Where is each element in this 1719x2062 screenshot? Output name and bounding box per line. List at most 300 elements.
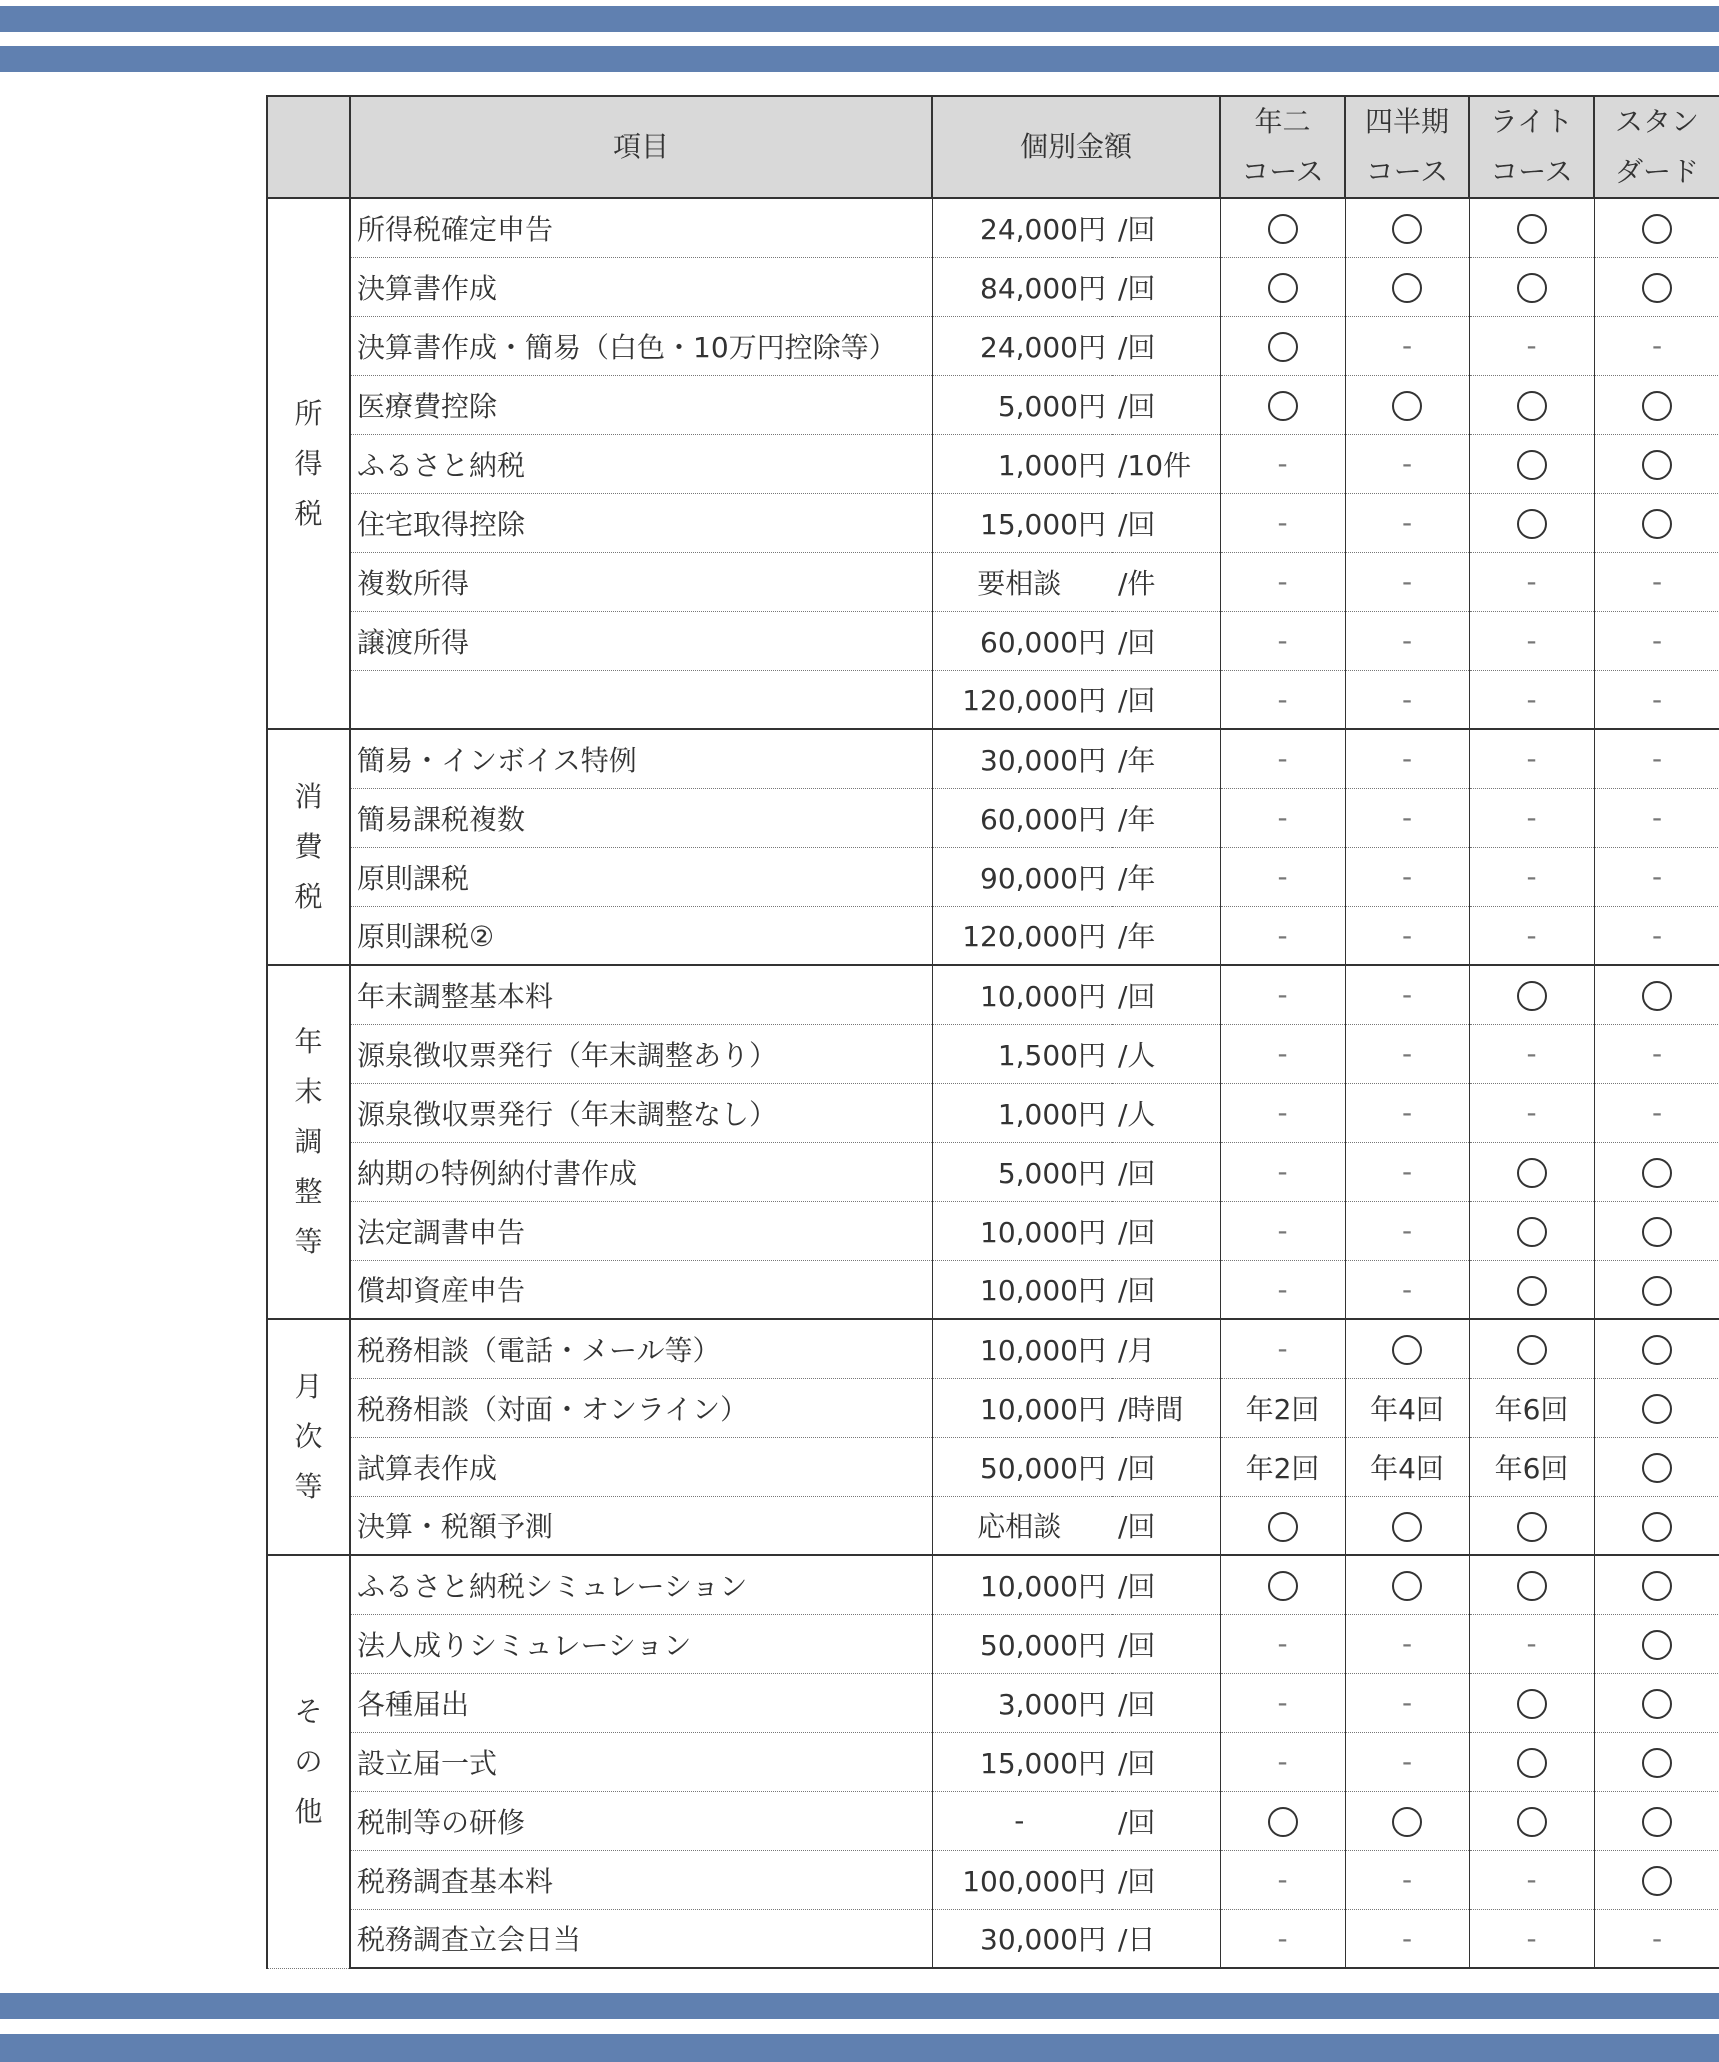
plan-included-cell	[1469, 965, 1594, 1024]
circle-icon	[1517, 1512, 1547, 1542]
item-unit: /年	[1112, 788, 1220, 847]
header-plan-1: 四半期 コース	[1345, 96, 1469, 198]
header-plan-3: スタン ダード	[1594, 96, 1719, 198]
circle-icon	[1517, 509, 1547, 539]
circle-icon	[1517, 273, 1547, 303]
top-band-2	[0, 46, 1719, 72]
item-name: ふるさと納税シミュレーション	[350, 1555, 932, 1614]
plan-included-cell	[1220, 1791, 1345, 1850]
circle-icon	[1517, 981, 1547, 1011]
item-unit: /年	[1112, 906, 1220, 965]
circle-icon	[1392, 391, 1422, 421]
item-unit: /回	[1112, 1673, 1220, 1732]
table-row	[267, 198, 1719, 257]
item-amount: 10,000円	[932, 1555, 1112, 1614]
item-amount: 24,000円	[932, 198, 1112, 257]
circle-icon	[1642, 981, 1672, 1011]
item-name: 原則課税②	[350, 906, 932, 965]
circle-icon	[1642, 1453, 1672, 1483]
table-row	[267, 1024, 1719, 1083]
item-name: 簡易課税複数	[350, 788, 932, 847]
plan-cell: -	[1345, 1024, 1469, 1083]
circle-icon	[1517, 1335, 1547, 1365]
plan-cell: -	[1345, 1614, 1469, 1673]
item-amount: 10,000円	[932, 1260, 1112, 1319]
table-row	[267, 316, 1719, 375]
table-row	[267, 1909, 1719, 1968]
plan-cell: -	[1220, 1673, 1345, 1732]
table-row	[267, 1673, 1719, 1732]
circle-icon	[1642, 391, 1672, 421]
plan-cell: -	[1220, 847, 1345, 906]
plan-cell: -	[1220, 1909, 1345, 1968]
circle-icon	[1642, 214, 1672, 244]
category-cell: 月 次 等	[267, 1319, 350, 1555]
plan-cell: -	[1345, 493, 1469, 552]
plan-cell: -	[1345, 1909, 1469, 1968]
circle-icon	[1392, 1335, 1422, 1365]
circle-icon	[1642, 450, 1672, 480]
header-plan-2: ライト コース	[1469, 96, 1594, 198]
plan-included-cell	[1469, 1201, 1594, 1260]
circle-icon	[1642, 1571, 1672, 1601]
circle-icon	[1268, 273, 1298, 303]
plan-included-cell	[1345, 375, 1469, 434]
item-name: 試算表作成	[350, 1437, 932, 1496]
plan-included-cell	[1594, 1496, 1719, 1555]
plan-cell: -	[1220, 1614, 1345, 1673]
circle-icon	[1268, 1512, 1298, 1542]
plan-included-cell	[1220, 198, 1345, 257]
plan-cell: -	[1469, 1909, 1594, 1968]
item-name: 源泉徴収票発行（年末調整なし）	[350, 1083, 932, 1142]
circle-icon	[1642, 509, 1672, 539]
plan-cell: 年4回	[1345, 1437, 1469, 1496]
item-name: 納期の特例納付書作成	[350, 1142, 932, 1201]
item-name: 源泉徴収票発行（年末調整あり）	[350, 1024, 932, 1083]
bottom-band-2	[0, 2034, 1719, 2062]
item-amount: 3,000円	[932, 1673, 1112, 1732]
plan-included-cell	[1469, 257, 1594, 316]
circle-icon	[1642, 1689, 1672, 1719]
table-row	[267, 434, 1719, 493]
plan-cell: -	[1469, 788, 1594, 847]
item-unit: /回	[1112, 611, 1220, 670]
plan-included-cell	[1345, 1496, 1469, 1555]
table-row	[267, 1791, 1719, 1850]
circle-icon	[1268, 1807, 1298, 1837]
table-row	[267, 788, 1719, 847]
plan-included-cell	[1594, 1614, 1719, 1673]
plan-cell: -	[1594, 611, 1719, 670]
item-amount: 5,000円	[932, 375, 1112, 434]
plan-included-cell	[1594, 965, 1719, 1024]
bottom-band-1	[0, 1993, 1719, 2019]
plan-included-cell	[1594, 1142, 1719, 1201]
plan-included-cell	[1220, 1555, 1345, 1614]
item-name: 複数所得	[350, 552, 932, 611]
item-name: 設立届一式	[350, 1732, 932, 1791]
circle-icon	[1517, 1807, 1547, 1837]
circle-icon	[1392, 214, 1422, 244]
circle-icon	[1642, 273, 1672, 303]
item-name: 決算書作成・簡易（白色・10万円控除等）	[350, 316, 932, 375]
plan-included-cell	[1594, 198, 1719, 257]
plan-included-cell	[1469, 1732, 1594, 1791]
plan-cell: 年4回	[1345, 1378, 1469, 1437]
item-unit: /年	[1112, 847, 1220, 906]
top-band-1	[0, 6, 1719, 32]
plan-cell: -	[1220, 1732, 1345, 1791]
circle-icon	[1642, 1276, 1672, 1306]
plan-included-cell	[1594, 1673, 1719, 1732]
plan-cell: -	[1594, 670, 1719, 729]
circle-icon	[1268, 391, 1298, 421]
circle-icon	[1517, 1158, 1547, 1188]
circle-icon	[1517, 1748, 1547, 1778]
item-unit: /時間	[1112, 1378, 1220, 1437]
plan-included-cell	[1469, 493, 1594, 552]
plan-cell: -	[1594, 906, 1719, 965]
item-name: 所得税確定申告	[350, 198, 932, 257]
circle-icon	[1268, 1571, 1298, 1601]
plan-cell: -	[1469, 1614, 1594, 1673]
table-row	[267, 670, 1719, 729]
table-row	[267, 1732, 1719, 1791]
plan-included-cell	[1469, 1555, 1594, 1614]
plan-cell: -	[1220, 729, 1345, 788]
plan-cell: -	[1469, 1850, 1594, 1909]
item-amount: 24,000円	[932, 316, 1112, 375]
plan-cell: -	[1345, 1850, 1469, 1909]
header-price: 個別金額	[932, 96, 1220, 198]
plan-included-cell	[1220, 316, 1345, 375]
plan-cell: -	[1469, 611, 1594, 670]
plan-included-cell	[1345, 1319, 1469, 1378]
plan-cell: -	[1594, 729, 1719, 788]
item-amount: 50,000円	[932, 1614, 1112, 1673]
plan-cell: -	[1220, 965, 1345, 1024]
plan-included-cell	[1469, 1673, 1594, 1732]
plan-cell: -	[1594, 1083, 1719, 1142]
plan-cell: -	[1345, 847, 1469, 906]
item-name: 決算書作成	[350, 257, 932, 316]
item-amount: 120,000円	[932, 906, 1112, 965]
circle-icon	[1517, 214, 1547, 244]
plan-cell: -	[1345, 1260, 1469, 1319]
item-unit: /件	[1112, 552, 1220, 611]
circle-icon	[1392, 273, 1422, 303]
header-row	[267, 96, 1719, 198]
item-amount: 1,000円	[932, 434, 1112, 493]
table-row	[267, 965, 1719, 1024]
circle-icon	[1268, 214, 1298, 244]
plan-cell: -	[1345, 906, 1469, 965]
plan-cell: -	[1345, 729, 1469, 788]
category-cell: 所 得 税	[267, 198, 350, 729]
plan-included-cell	[1469, 1791, 1594, 1850]
circle-icon	[1517, 1689, 1547, 1719]
item-unit: /回	[1112, 1496, 1220, 1555]
item-name: 償却資産申告	[350, 1260, 932, 1319]
table-row	[267, 1319, 1719, 1378]
circle-icon	[1392, 1807, 1422, 1837]
plan-cell: -	[1345, 434, 1469, 493]
item-amount: 10,000円	[932, 1201, 1112, 1260]
plan-included-cell	[1594, 434, 1719, 493]
item-amount: -	[932, 1791, 1112, 1850]
circle-icon	[1642, 1217, 1672, 1247]
header-plan-0: 年二 コース	[1220, 96, 1345, 198]
plan-cell: -	[1594, 1024, 1719, 1083]
plan-cell: -	[1469, 729, 1594, 788]
plan-included-cell	[1469, 1260, 1594, 1319]
item-name: 原則課税	[350, 847, 932, 906]
table-row	[267, 847, 1719, 906]
item-amount: 要相談	[932, 552, 1112, 611]
plan-included-cell	[1220, 257, 1345, 316]
plan-cell: -	[1220, 1850, 1345, 1909]
plan-cell: 年2回	[1220, 1378, 1345, 1437]
item-amount: 10,000円	[932, 1378, 1112, 1437]
item-unit: /回	[1112, 1260, 1220, 1319]
plan-cell: -	[1594, 552, 1719, 611]
plan-cell: -	[1220, 788, 1345, 847]
item-unit: /回	[1112, 198, 1220, 257]
plan-included-cell	[1469, 198, 1594, 257]
item-unit: /回	[1112, 670, 1220, 729]
circle-icon	[1642, 1158, 1672, 1188]
item-unit: /回	[1112, 257, 1220, 316]
table-body	[267, 198, 1719, 1968]
table-row	[267, 729, 1719, 788]
table-row	[267, 906, 1719, 965]
table-row	[267, 1614, 1719, 1673]
item-name: 税制等の研修	[350, 1791, 932, 1850]
plan-cell: -	[1469, 906, 1594, 965]
table-row	[267, 1142, 1719, 1201]
circle-icon	[1642, 1866, 1672, 1896]
plan-cell: -	[1594, 316, 1719, 375]
table-row	[267, 1496, 1719, 1555]
item-amount: 10,000円	[932, 1319, 1112, 1378]
plan-cell: -	[1345, 1083, 1469, 1142]
circle-icon	[1517, 1571, 1547, 1601]
item-name: 法人成りシミュレーション	[350, 1614, 932, 1673]
table-row	[267, 552, 1719, 611]
item-amount: 15,000円	[932, 1732, 1112, 1791]
item-amount: 30,000円	[932, 729, 1112, 788]
item-unit: /回	[1112, 1732, 1220, 1791]
plan-included-cell	[1594, 1791, 1719, 1850]
table-row	[267, 1437, 1719, 1496]
plan-cell: -	[1345, 788, 1469, 847]
item-amount: 60,000円	[932, 788, 1112, 847]
circle-icon	[1392, 1571, 1422, 1601]
plan-included-cell	[1594, 1732, 1719, 1791]
plan-cell: -	[1345, 316, 1469, 375]
plan-cell: -	[1345, 965, 1469, 1024]
plan-included-cell	[1594, 257, 1719, 316]
plan-included-cell	[1469, 1319, 1594, 1378]
table-row	[267, 1201, 1719, 1260]
plan-included-cell	[1220, 1496, 1345, 1555]
item-name: 税務相談（電話・メール等）	[350, 1319, 932, 1378]
category-cell: 消 費 税	[267, 729, 350, 965]
item-amount: 120,000円	[932, 670, 1112, 729]
item-unit: /回	[1112, 1555, 1220, 1614]
plan-cell: -	[1220, 1024, 1345, 1083]
item-unit: /回	[1112, 1142, 1220, 1201]
circle-icon	[1517, 391, 1547, 421]
plan-included-cell	[1345, 198, 1469, 257]
plan-cell: 年6回	[1469, 1437, 1594, 1496]
plan-included-cell	[1469, 375, 1594, 434]
item-name	[350, 670, 932, 729]
plan-included-cell	[1345, 257, 1469, 316]
plan-cell: -	[1220, 1260, 1345, 1319]
item-unit: /回	[1112, 965, 1220, 1024]
plan-included-cell	[1469, 1496, 1594, 1555]
item-unit: /回	[1112, 375, 1220, 434]
item-name: 法定調書申告	[350, 1201, 932, 1260]
category-cell: そ の 他	[267, 1555, 350, 1968]
plan-cell: -	[1345, 1732, 1469, 1791]
item-amount: 84,000円	[932, 257, 1112, 316]
item-unit: /回	[1112, 1437, 1220, 1496]
plan-cell: -	[1220, 1201, 1345, 1260]
plan-cell: -	[1594, 1909, 1719, 1968]
item-unit: /回	[1112, 1201, 1220, 1260]
circle-icon	[1517, 450, 1547, 480]
plan-cell: -	[1345, 552, 1469, 611]
item-unit: /月	[1112, 1319, 1220, 1378]
item-name: 住宅取得控除	[350, 493, 932, 552]
plan-cell: -	[1345, 1673, 1469, 1732]
plan-cell: -	[1220, 906, 1345, 965]
plan-cell: -	[1220, 611, 1345, 670]
item-name: 医療費控除	[350, 375, 932, 434]
header-item: 項目	[350, 96, 932, 198]
plan-included-cell	[1594, 1201, 1719, 1260]
plan-cell: -	[1345, 611, 1469, 670]
plan-cell: -	[1469, 552, 1594, 611]
item-amount: 1,500円	[932, 1024, 1112, 1083]
item-amount: 60,000円	[932, 611, 1112, 670]
plan-cell: -	[1469, 1083, 1594, 1142]
item-amount: 90,000円	[932, 847, 1112, 906]
plan-cell: -	[1594, 847, 1719, 906]
plan-cell: -	[1220, 552, 1345, 611]
item-unit: /日	[1112, 1909, 1220, 1968]
plan-cell: 年6回	[1469, 1378, 1594, 1437]
header-category	[267, 96, 350, 198]
item-amount: 応相談	[932, 1496, 1112, 1555]
plan-included-cell	[1469, 1142, 1594, 1201]
item-unit: /回	[1112, 1850, 1220, 1909]
plan-included-cell	[1345, 1555, 1469, 1614]
item-name: 簡易・インボイス特例	[350, 729, 932, 788]
price-table	[266, 95, 1719, 1969]
plan-included-cell	[1594, 1260, 1719, 1319]
plan-cell: 年2回	[1220, 1437, 1345, 1496]
item-unit: /回	[1112, 1614, 1220, 1673]
circle-icon	[1392, 1512, 1422, 1542]
circle-icon	[1642, 1512, 1672, 1542]
table-row	[267, 1850, 1719, 1909]
table-row	[267, 1083, 1719, 1142]
item-unit: /回	[1112, 1791, 1220, 1850]
item-unit: /年	[1112, 729, 1220, 788]
item-unit: /回	[1112, 316, 1220, 375]
circle-icon	[1268, 332, 1298, 362]
table-row	[267, 375, 1719, 434]
item-name: ふるさと納税	[350, 434, 932, 493]
circle-icon	[1517, 1276, 1547, 1306]
plan-included-cell	[1220, 375, 1345, 434]
item-amount: 1,000円	[932, 1083, 1112, 1142]
plan-included-cell	[1594, 1437, 1719, 1496]
item-unit: /人	[1112, 1083, 1220, 1142]
table-row	[267, 1378, 1719, 1437]
item-unit: /10件	[1112, 434, 1220, 493]
item-unit: /回	[1112, 493, 1220, 552]
item-amount: 10,000円	[932, 965, 1112, 1024]
plan-cell: -	[1345, 1142, 1469, 1201]
plan-cell: -	[1594, 788, 1719, 847]
item-name: 年末調整基本料	[350, 965, 932, 1024]
plan-cell: -	[1469, 316, 1594, 375]
plan-cell: -	[1345, 1201, 1469, 1260]
item-amount: 50,000円	[932, 1437, 1112, 1496]
circle-icon	[1642, 1630, 1672, 1660]
category-cell: 年 末 調 整 等	[267, 965, 350, 1319]
item-name: 税務調査基本料	[350, 1850, 932, 1909]
circle-icon	[1642, 1807, 1672, 1837]
table-row	[267, 611, 1719, 670]
plan-included-cell	[1594, 493, 1719, 552]
plan-included-cell	[1594, 1555, 1719, 1614]
item-amount: 30,000円	[932, 1909, 1112, 1968]
plan-cell: -	[1220, 493, 1345, 552]
table-row	[267, 1555, 1719, 1614]
plan-cell: -	[1345, 670, 1469, 729]
table-row	[267, 257, 1719, 316]
plan-cell: -	[1469, 1024, 1594, 1083]
table-row	[267, 1260, 1719, 1319]
plan-included-cell	[1594, 1319, 1719, 1378]
circle-icon	[1517, 1217, 1547, 1247]
plan-cell: -	[1220, 434, 1345, 493]
plan-cell: -	[1469, 670, 1594, 729]
item-amount: 15,000円	[932, 493, 1112, 552]
plan-cell: -	[1220, 1319, 1345, 1378]
circle-icon	[1642, 1748, 1672, 1778]
plan-included-cell	[1469, 434, 1594, 493]
plan-cell: -	[1220, 1083, 1345, 1142]
circle-icon	[1642, 1394, 1672, 1424]
circle-icon	[1642, 1335, 1672, 1365]
plan-cell: -	[1220, 670, 1345, 729]
item-amount: 100,000円	[932, 1850, 1112, 1909]
plan-included-cell	[1594, 1378, 1719, 1437]
item-amount: 5,000円	[932, 1142, 1112, 1201]
item-name: 決算・税額予測	[350, 1496, 932, 1555]
item-name: 各種届出	[350, 1673, 932, 1732]
plan-included-cell	[1345, 1791, 1469, 1850]
plan-cell: -	[1220, 1142, 1345, 1201]
item-unit: /人	[1112, 1024, 1220, 1083]
